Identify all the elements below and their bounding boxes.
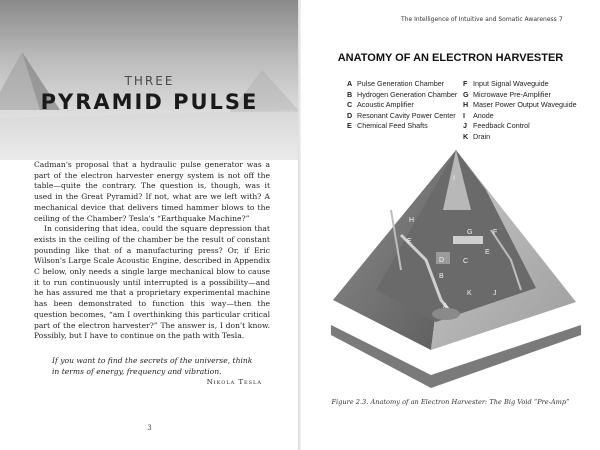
pyramid-cutaway-diagram	[331, 150, 581, 390]
diagram-label: F	[493, 229, 498, 236]
legend-item: G Microwave Pre-Amplifier	[463, 89, 551, 99]
diagram-label: B	[439, 273, 444, 280]
chapter-number: THREE	[124, 74, 175, 88]
right-page-number: 7	[559, 16, 563, 23]
legend-item: A Pulse Generation Chamber	[347, 79, 445, 88]
diagram-label: J	[493, 290, 497, 297]
legend-item: J Feedback Control	[463, 121, 530, 131]
kings-chamber	[453, 236, 483, 244]
legend-column-2	[463, 80, 583, 144]
diagram-label: E	[485, 249, 490, 256]
left-page	[0, 0, 299, 450]
legend-column-1	[347, 80, 463, 133]
legend-item: K Drain	[463, 131, 491, 141]
diagram-label: H	[409, 217, 415, 224]
diagram-label: D	[439, 257, 445, 264]
legend-item: B Hydrogen Generation Chamber	[347, 89, 458, 99]
paragraph-2: In considering that idea, could the square depression that exists in the ceiling of the chamber be the result of constant pounding like that of a manufacturing press? Or, if Eric Wilson's Large Scale Acoustic Engine, described in Appendix C below, only needs a single large mechanical blow to cause it to run continuously until interrupted is a possibility—and he has assured me that a proprietary experimental machine has been demonstrated to function this way—then the question becomes, “am I overthinking this particular critical part of the electron harvester?” The answer is, I don't know. Possibly, but I have to continue on the path with Tesla.	[34, 224, 270, 341]
legend-item: F Input Signal Waveguide	[463, 79, 549, 88]
diagram-label: I	[453, 175, 455, 182]
paragraph-1: Cadman's proposal that a hydraulic pulse generator was a part of the electron harvester energy system is not off the table—quite the contrary. The question is, though, was it used in the Great Pyramid? If not, what are we left with? A mechanical device that delivers timed hammer blows to the ceiling of the Chamber? Tesla's “Earthquake Machine?”	[34, 160, 270, 223]
legend-item: D Resonant Cavity Power Center	[347, 110, 456, 120]
epigraph-attribution: Nikola Tesla	[206, 378, 262, 386]
epigraph-quote: If you want to find the secrets of the universe, think in terms of energy, frequency and vibration.	[52, 356, 253, 376]
chapter-title: PYRAMID PULSE	[40, 90, 259, 114]
legend-item: E Chemical Feed Shafts	[347, 121, 428, 131]
body-text	[34, 160, 270, 342]
legend-item: C Acoustic Amplifier	[347, 100, 414, 110]
diagram-label: E	[407, 238, 412, 245]
figure-title: ANATOMY OF AN ELECTRON HARVESTER	[337, 52, 564, 64]
diagram-label: A	[443, 303, 448, 310]
left-page-number: 3	[147, 424, 152, 432]
diagram-label: C	[463, 258, 469, 265]
figure-caption: Figure 2.3. Anatomy of an Electron Harvester: The Big Void “Pre-Amp”	[331, 398, 570, 406]
right-page	[301, 0, 600, 450]
running-head: The Intelligence of Intuitive and Somatic Awareness	[401, 16, 557, 23]
legend-item: H Maser Power Output Waveguide	[463, 100, 577, 110]
diagram-label: K	[467, 290, 472, 297]
legend-item: I Anode	[463, 110, 494, 120]
diagram-label: G	[467, 229, 473, 236]
